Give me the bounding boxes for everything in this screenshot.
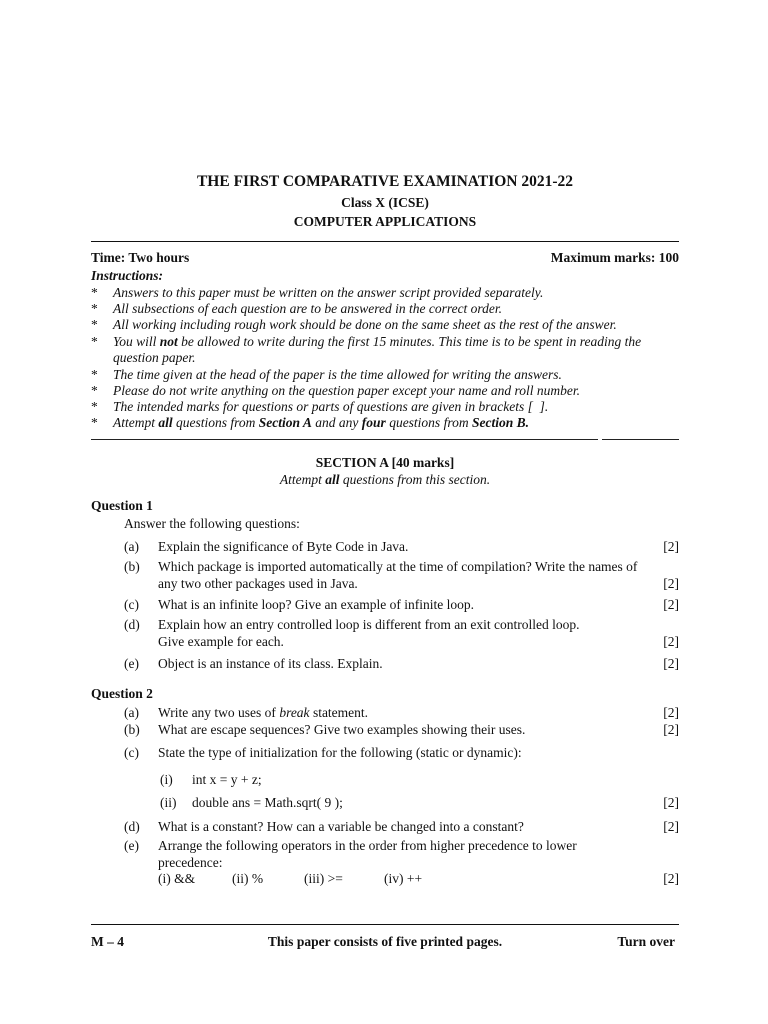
marks: [2] [663, 795, 679, 810]
question-text: What is an infinite loop? Give an example of infinite loop. [158, 597, 475, 612]
bullet-star: * [91, 334, 98, 349]
marks: [2] [663, 634, 679, 649]
instruction-text: Attempt all questions from Section A and any four questions from Section B. [113, 415, 529, 430]
question-1-heading: Question 1 [91, 498, 153, 513]
question-1-intro: Answer the following questions: [124, 516, 300, 531]
part-label: (c) [124, 745, 139, 760]
instructions-heading: Instructions: [91, 268, 164, 283]
section-heading: SECTION A [40 marks] [315, 455, 455, 470]
part-label: (e) [124, 656, 139, 671]
operator-item: (iii) >= [304, 871, 343, 886]
part-label: (e) [124, 838, 139, 853]
class-line: Class X (ICSE) [341, 195, 429, 210]
subpart-label: (i) [160, 772, 173, 787]
question-text: Object is an instance of its class. Explain. [158, 656, 383, 671]
part-label: (d) [124, 819, 140, 834]
marks: [2] [663, 539, 679, 554]
marks: [2] [663, 722, 679, 737]
marks: [2] [663, 819, 679, 834]
exam-title: THE FIRST COMPARATIVE EXAMINATION 2021-22 [196, 173, 574, 190]
part-label: (b) [124, 559, 140, 574]
subpart-text: double ans = Math.sqrt( 9 ); [192, 795, 343, 810]
question-text: Write any two uses of break statement. [158, 705, 369, 720]
question-text: Explain how an entry controlled loop is different from an exit controlled loop. Give example for each. [158, 617, 580, 649]
marks: [2] [663, 705, 679, 720]
instruction-text: All subsections of each question are to be answered in the correct order. [113, 301, 503, 316]
question-text: Arrange the following operators in the order from higher precedence to lower precedence: [158, 838, 577, 870]
instruction-text: Please do not write anything on the question paper except your name and roll number. [113, 383, 581, 398]
operator-item: (ii) % [232, 871, 264, 886]
question-text: Explain the significance of Byte Code in Java. [158, 539, 409, 554]
part-label: (d) [124, 617, 140, 632]
operator-item: (i) && [158, 871, 196, 886]
header-rule [91, 241, 679, 242]
instructions-rule [91, 439, 679, 440]
marks: [2] [663, 576, 679, 591]
instruction-text: Answers to this paper must be written on the answer script provided separately. [113, 285, 544, 300]
instruction-text: All working including rough work should be done on the same sheet as the rest of the answer. [113, 317, 617, 332]
marks: [2] [663, 597, 679, 612]
part-label: (c) [124, 597, 139, 612]
bullet-star: * [91, 415, 98, 430]
footer-rule [91, 924, 679, 925]
operator-item: (iv) ++ [384, 871, 423, 886]
marks: [2] [663, 656, 679, 671]
maximum-marks: Maximum marks: 100 [550, 250, 679, 265]
bullet-star: * [91, 285, 98, 300]
question-text: Which package is imported automatically at the time of compilation? Write the names of any two other packages used in Java. [158, 559, 638, 591]
part-label: (a) [124, 539, 139, 554]
subpart-label: (ii) [160, 795, 177, 810]
bullet-star: * [91, 367, 98, 382]
part-label: (a) [124, 705, 139, 720]
bullet-star: * [91, 383, 98, 398]
section-subheading: Attempt all questions from this section. [279, 472, 491, 487]
paper-code: M – 4 [91, 934, 124, 949]
question-text: What are escape sequences? Give two examples showing their uses. [158, 722, 526, 737]
marks: [2] [663, 871, 679, 886]
time-allowed: Time: Two hours [91, 250, 190, 265]
question-2-heading: Question 2 [91, 686, 153, 701]
turn-over-note: Turn over [617, 934, 675, 949]
instruction-text: The intended marks for questions or parts of questions are given in brackets [ ]. [113, 399, 549, 414]
bullet-star: * [91, 317, 98, 332]
page-count-note: This paper consists of five printed pages. [267, 934, 503, 949]
question-text: State the type of initialization for the following (static or dynamic): [158, 745, 522, 760]
instruction-text: You will not be allowed to write during the first 15 minutes. This time is to be spent in reading the question paper. [113, 334, 642, 366]
rule-gap [598, 436, 602, 442]
exam-page [91, 0, 679, 1024]
question-text: What is a constant? How can a variable be changed into a constant? [158, 819, 524, 834]
bullet-star: * [91, 399, 98, 414]
subject-title: COMPUTER APPLICATIONS [293, 214, 477, 229]
instruction-text: The time given at the head of the paper is the time allowed for writing the answers. [113, 367, 562, 382]
part-label: (b) [124, 722, 140, 737]
bullet-star: * [91, 301, 98, 316]
subpart-text: int x = y + z; [192, 772, 262, 787]
